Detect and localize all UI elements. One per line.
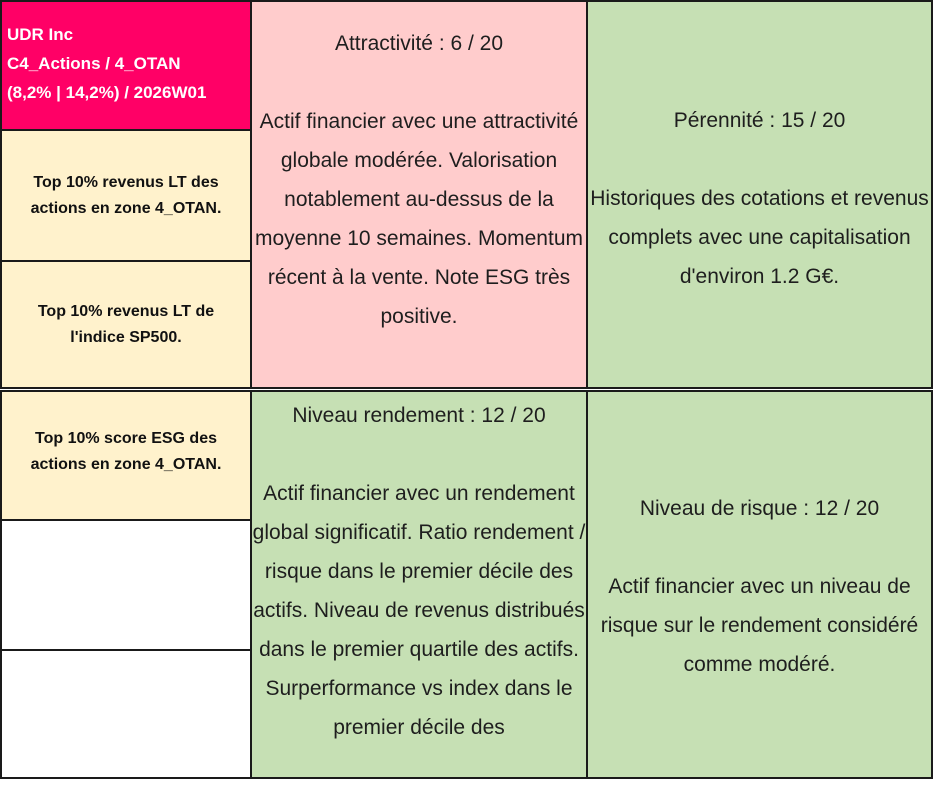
tag-text: Top 10% revenus LT de l'indice SP500. xyxy=(37,302,215,346)
risque-cell xyxy=(586,390,933,779)
tag-top10-esg xyxy=(0,390,252,521)
asset-category: C4_Actions / 4_OTAN xyxy=(7,54,181,73)
tag-top10-revenus-sp500 xyxy=(0,260,252,389)
rendement-cell xyxy=(250,390,588,779)
empty-cell xyxy=(0,519,252,651)
asset-header xyxy=(0,0,252,131)
attractivite-text: Actif financier avec une attractivité globale modérée. Valorisation notablement au-dessus de la moyenne 10 semaines. Momentum récent à la vente. Note ESG très positive. xyxy=(255,110,583,328)
perennite-text: Historiques des cotations et revenus complets avec une capitalisation d'environ 1.2 G€. xyxy=(590,187,929,288)
risque-text: Actif financier avec un niveau de risque sur le rendement considéré comme modéré. xyxy=(600,575,919,676)
asset-stats: (8,2% | 14,2%) / 2026W01 xyxy=(7,83,207,102)
attractivite-cell xyxy=(250,0,588,389)
rendement-title: Niveau rendement : 12 / 20 xyxy=(292,404,546,427)
perennite-cell xyxy=(586,0,933,389)
risque-title: Niveau de risque : 12 / 20 xyxy=(639,497,880,520)
tag-text: Top 10% revenus LT des actions en zone 4_OTAN. xyxy=(30,173,222,217)
tag-top10-revenus-zone xyxy=(0,129,252,262)
empty-cell xyxy=(0,649,252,779)
rendement-text: Actif financier avec un rendement global significatif. Ratio rendement / risque dans le premier décile des actifs. Niveau de revenus distribués dans le premier quartile des actifs. Surperformance vs index dans le premier décile des xyxy=(252,482,586,739)
perennite-title: Pérennité : 15 / 20 xyxy=(673,109,846,132)
tag-text: Top 10% score ESG des actions en zone 4_OTAN. xyxy=(30,430,222,473)
company-name: UDR Inc xyxy=(7,25,74,44)
attractivite-title: Attractivité : 6 / 20 xyxy=(334,32,504,55)
